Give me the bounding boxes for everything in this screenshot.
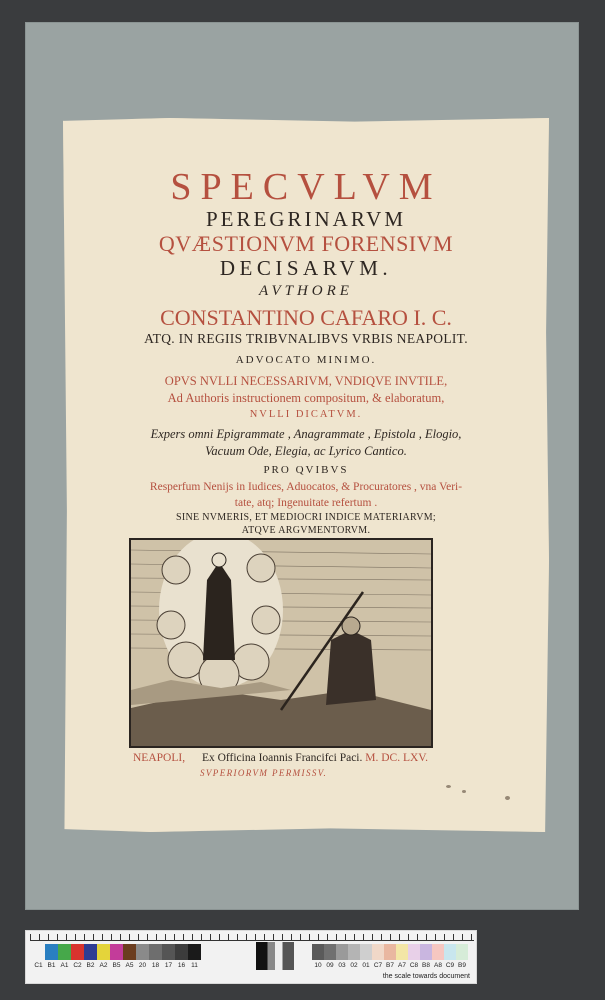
respersum-line-1: Resperfum Nenijs in Iudices, Aduocatos, & Procuratores , vna Veri- xyxy=(149,481,463,493)
chart-patch xyxy=(324,944,336,960)
chart-patch xyxy=(420,944,432,960)
gray-patch-labels xyxy=(312,962,468,969)
chart-patch xyxy=(336,944,348,960)
pro-quibus-line: PRO QVIBVS xyxy=(263,464,349,476)
color-patch-labels xyxy=(32,962,201,969)
foxing-spot xyxy=(446,785,451,788)
imprint-printer: Ex Officina Ioannis Francifci Paci. xyxy=(201,752,363,764)
advocato-line: ADVOCATO MINIMO. xyxy=(235,354,377,366)
chart-patch xyxy=(408,944,420,960)
chart-patch xyxy=(188,944,201,960)
chart-patch xyxy=(123,944,136,960)
imprint-permission: SVPERIORVM PERMISSV. xyxy=(200,768,328,778)
chart-patch xyxy=(32,944,45,960)
chart-patch-label: 11 xyxy=(191,962,198,969)
chart-patch-label: C2 xyxy=(73,962,82,969)
chart-patch-label: C9 xyxy=(445,962,455,969)
chart-patch-label: C1 xyxy=(34,962,43,969)
chart-patch xyxy=(348,944,360,960)
chart-patch xyxy=(45,944,58,960)
chart-patch-label: 18 xyxy=(151,962,160,969)
chart-patch xyxy=(432,944,444,960)
chart-patch xyxy=(312,944,324,960)
chart-patch xyxy=(84,944,97,960)
chart-patch xyxy=(58,944,71,960)
author-affiliation: ATQ. IN REGIIS TRIBVNALIBVS VRBIS NEAPOLIT. xyxy=(144,331,468,346)
chart-patch xyxy=(372,944,384,960)
chart-patch-label: 09 xyxy=(326,962,334,969)
chart-patch-label: 03 xyxy=(338,962,346,969)
chart-patch-label: B9 xyxy=(458,962,466,969)
chart-patch-label: 16 xyxy=(177,962,186,969)
chart-patch xyxy=(162,944,175,960)
title-decisarum: DECISARVM. xyxy=(219,256,393,280)
chart-patch-label: 02 xyxy=(350,962,358,969)
title-quaestionum: QVÆSTIONVM FORENSIVM xyxy=(158,231,454,256)
chart-patch-label: B5 xyxy=(112,962,121,969)
chart-patch xyxy=(444,944,456,960)
imprint-line xyxy=(133,752,442,764)
chart-patch-label: A8 xyxy=(434,962,442,969)
imprint-year: M. DC. LXV. xyxy=(365,752,428,764)
chart-patch-label: A7 xyxy=(398,962,406,969)
chart-patch-label: C8 xyxy=(409,962,419,969)
nulli-dicatum-line: NVLLI DICATVM. xyxy=(249,409,363,420)
chart-patch-label: 10 xyxy=(314,962,322,969)
title-speculum: SPECVLVM xyxy=(170,166,442,208)
chart-patch xyxy=(396,944,408,960)
chart-gray-bar xyxy=(256,942,294,970)
chart-patch-label: A5 xyxy=(125,962,134,969)
foxing-spot xyxy=(505,796,510,800)
chart-patch-label: C7 xyxy=(373,962,383,969)
chart-ruler xyxy=(30,934,474,941)
chart-patch-label: 20 xyxy=(138,962,147,969)
respersum-line-2: tate, atq; Ingenuitate refertum . xyxy=(234,497,378,509)
ad-authoris-line: Ad Authoris instructionem compositum, & elaboratum, xyxy=(167,391,445,405)
sine-numeris-line-2: ATQVE ARGVMENTORVM. xyxy=(241,525,371,536)
chart-patch-label: A1 xyxy=(60,962,69,969)
gray-patches xyxy=(312,944,468,960)
chart-patch xyxy=(136,944,149,960)
chart-patch xyxy=(71,944,84,960)
chart-patch xyxy=(175,944,188,960)
title-peregrinarum: PEREGRINARVM xyxy=(205,207,406,231)
chart-patch xyxy=(360,944,372,960)
chart-patch xyxy=(384,944,396,960)
chart-patch xyxy=(97,944,110,960)
color-calibration-chart xyxy=(25,930,477,984)
chart-patch xyxy=(110,944,123,960)
chart-patch-label: A2 xyxy=(99,962,108,969)
chart-patch-label: B8 xyxy=(422,962,430,969)
foxing-spot xyxy=(462,790,466,793)
engraving-illustration xyxy=(129,538,433,748)
chart-note: the scale towards document xyxy=(382,973,470,980)
chart-patch-label: 17 xyxy=(164,962,173,969)
color-patches xyxy=(32,944,201,960)
authore-line: AVTHORE xyxy=(259,283,353,299)
expers-line-1: Expers omni Epigrammate , Anagrammate , Epistola , Elogio, xyxy=(150,427,462,441)
chart-patch-label: B2 xyxy=(86,962,95,969)
chart-patch xyxy=(149,944,162,960)
chart-patch xyxy=(456,944,468,960)
chart-patch-label: B1 xyxy=(47,962,56,969)
imprint-city: NEAPOLI, xyxy=(133,752,186,764)
engraving-image xyxy=(131,540,431,746)
chart-patch-label: 01 xyxy=(362,962,370,969)
sine-numeris-line-1: SINE NVMERIS, ET MEDIOCRI INDICE MATERIARVM; xyxy=(176,512,436,523)
chart-patch-label: B7 xyxy=(386,962,394,969)
opus-line: OPVS NVLLI NECESSARIVM, VNDIQVE INVTILE, xyxy=(164,374,448,388)
author-name: CONSTANTINO CAFARO I. C. xyxy=(160,305,452,330)
expers-line-2: Vacuum Ode, Elegia, ac Lyrico Cantico. xyxy=(205,444,407,458)
